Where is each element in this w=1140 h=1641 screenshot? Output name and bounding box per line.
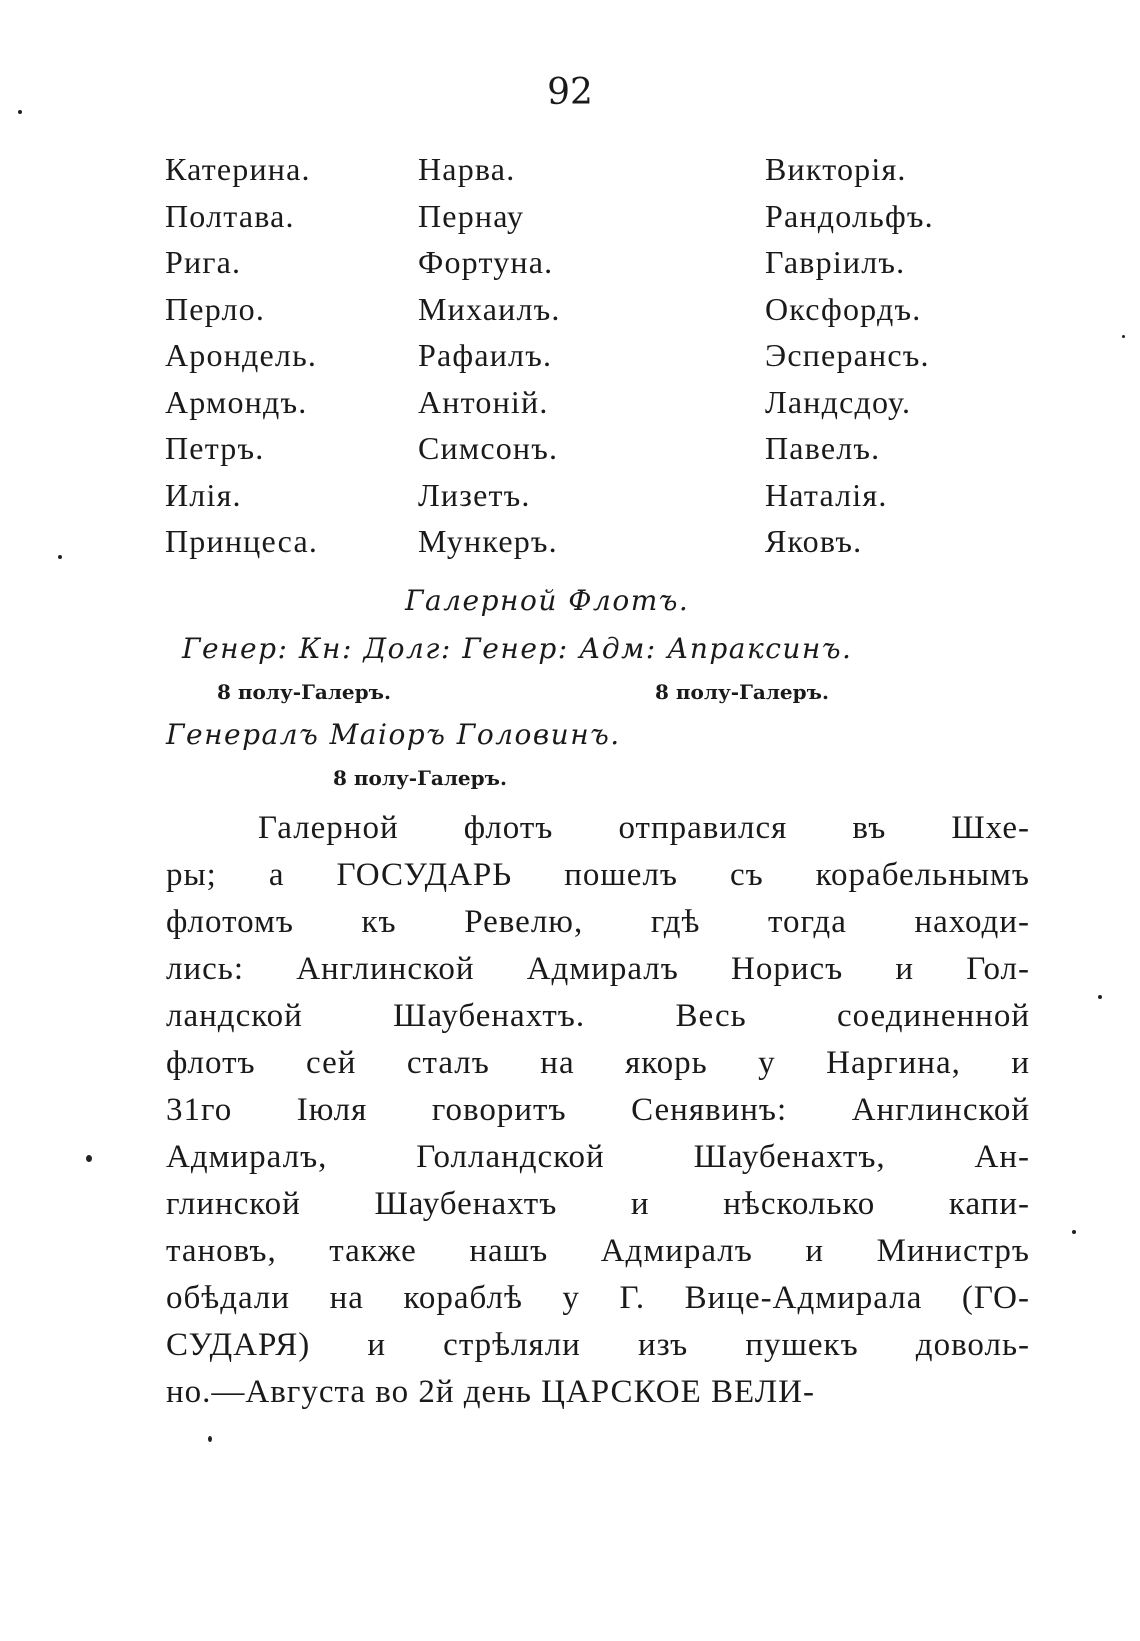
galley-major-line: Генералъ Маіоръ Головинъ. — [166, 718, 621, 751]
ship-name: Армондъ. — [165, 383, 308, 420]
ship-name: Симсонъ. — [418, 430, 559, 466]
galley-major-count: 8 полу-Галеръ. — [333, 766, 507, 790]
ship-name: Принцеса. — [165, 523, 319, 559]
ship-name: Гавріилъ. — [765, 244, 906, 280]
page-number: 92 — [547, 72, 593, 113]
galley-count-right: 8 полу-Галеръ. — [655, 680, 829, 704]
scan-speck — [18, 110, 22, 114]
body-line: 31го Іюля говоритъ Сенявинъ: Англинской — [166, 1092, 1030, 1128]
ship-name: Лизетъ. — [418, 476, 531, 513]
galley-count-left: 8 полу-Галеръ. — [217, 680, 391, 704]
ship-name: Рига. — [165, 244, 242, 280]
ship-column-3 — [765, 146, 934, 565]
ship-name: Мункеръ. — [418, 523, 558, 559]
body-line: глинской Шаубенахтъ и нѣсколько капи- — [166, 1186, 1030, 1222]
ship-column-2 — [418, 146, 561, 565]
body-line: Адмиралъ, Голландской Шаубенахтъ, Ан- — [166, 1139, 1030, 1175]
body-line: Галерной флотъ отправился въ Шхе- — [258, 810, 1030, 846]
ship-column-1 — [165, 146, 318, 565]
ship-name: Пернау — [418, 197, 525, 234]
galley-fleet-heading: Галерной Флотъ. — [405, 584, 690, 617]
ship-list — [0, 146, 1140, 566]
body-line: СУДАРЯ) и стрѣляли изъ пушекъ доволь- — [166, 1327, 1030, 1363]
ship-name: Рафаилъ. — [418, 337, 553, 373]
scan-speck — [58, 555, 62, 559]
ship-name: Наталія. — [765, 476, 888, 513]
body-line: ры; а ГОСУДАРЬ пошелъ съ корабельнымъ — [166, 857, 1030, 893]
ship-name: Викторія. — [765, 151, 907, 187]
ship-name: Полтава. — [165, 197, 295, 234]
ship-name: Антоній. — [418, 383, 549, 420]
body-line: флотомъ къ Ревелю, гдѣ тогда находи- — [166, 904, 1030, 940]
ship-name: Илія. — [165, 476, 242, 513]
ship-name: Фортуна. — [418, 244, 554, 280]
body-line: лись: Англинской Адмиралъ Норисъ и Гол- — [166, 951, 1030, 987]
ship-name: Эсперансъ. — [765, 337, 930, 373]
ship-name: Арондель. — [165, 337, 318, 373]
ship-name: Оксфордъ. — [765, 290, 922, 327]
ship-name: Яковъ. — [765, 523, 863, 559]
ship-name: Петръ. — [165, 430, 265, 466]
body-line: тановъ, также нашъ Адмиралъ и Министръ — [166, 1233, 1030, 1269]
scan-speck — [1072, 1230, 1076, 1234]
scan-speck — [86, 1155, 92, 1162]
ship-name: Нарва. — [418, 151, 516, 187]
scan-speck — [208, 1436, 212, 1442]
ship-name: Катерина. — [165, 151, 311, 187]
ship-name: Рандольфъ. — [765, 197, 934, 234]
body-line: но.—Августа во 2й день ЦАРСКОЕ ВЕЛИ- — [166, 1374, 815, 1410]
ship-name: Михаилъ. — [418, 290, 561, 327]
body-line: ландской Шаубенахтъ. Весь соединенной — [166, 998, 1030, 1034]
body-line: обѣдали на кораблѣ у Г. Вице-Адмирала (ГО- — [166, 1280, 1030, 1316]
galley-admiral-line: Генер: Кн: Долг: Генер: Адм: Апраксинъ. — [182, 632, 853, 665]
ship-name: Ландсдоу. — [765, 383, 912, 420]
ship-name: Павелъ. — [765, 430, 881, 466]
scan-speck — [1098, 995, 1102, 999]
scan-speck — [1122, 335, 1125, 338]
body-line: флотъ сей сталъ на якорь у Наргина, и — [166, 1045, 1030, 1081]
body-paragraph — [166, 805, 1030, 1416]
ship-name: Перло. — [165, 290, 266, 327]
